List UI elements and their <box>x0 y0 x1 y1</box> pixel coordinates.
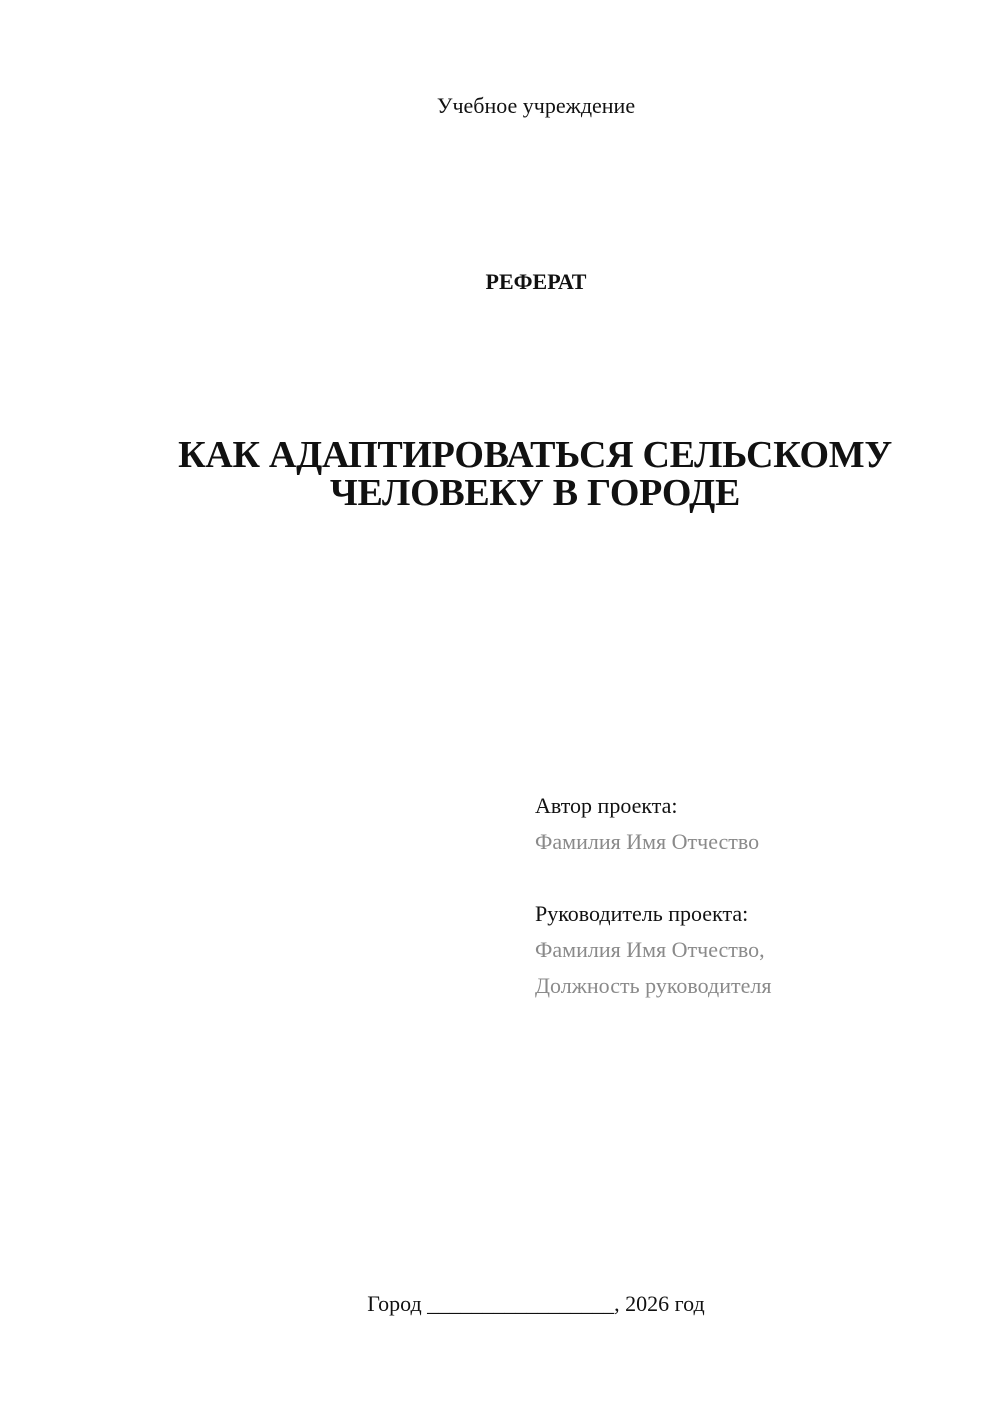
supervisor-name: Фамилия Имя Отчество, <box>535 937 765 962</box>
supervisor-position: Должность руководителя <box>535 973 772 998</box>
document-title-line-2: ЧЕЛОВЕКУ В ГОРОДЕ <box>329 472 741 514</box>
document-type: РЕФЕРАТ <box>485 269 587 294</box>
institution-name: Учебное учреждение <box>436 93 636 118</box>
author-label: Автор проекта: <box>535 793 678 818</box>
credits-block <box>535 788 975 1004</box>
document-title-line-1: КАК АДАПТИРОВАТЬСЯ СЕЛЬСКОМУ <box>178 434 892 476</box>
author-name: Фамилия Имя Отчество <box>535 829 760 854</box>
city-year-line: Город _________________, 2026 год <box>367 1291 705 1316</box>
supervisor-label: Руководитель проекта: <box>535 901 749 926</box>
document-title <box>140 436 930 512</box>
credits-spacer <box>535 860 975 896</box>
